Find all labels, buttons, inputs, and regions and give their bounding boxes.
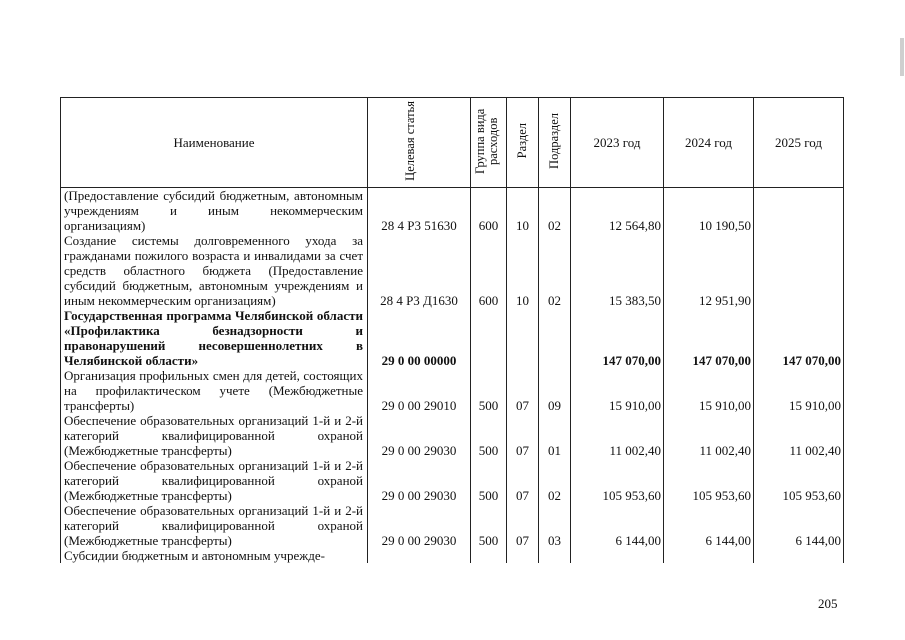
row-2025: 6 144,00 (754, 503, 844, 548)
row-name: Создание системы долговременного ухода за гражданами пожилого возраста и инвалидами за счет средств областного бюджета (Предоставление субсидий бюджетным, автономным учреждениям и иным некоммерческим организациям) (61, 233, 368, 308)
row-2023: 105 953,60 (571, 458, 664, 503)
row-2023 (571, 548, 664, 563)
row-subsection: 09 (539, 368, 571, 413)
header-2025: 2025 год (754, 98, 844, 188)
row-section: 07 (507, 413, 539, 458)
row-code (368, 548, 471, 563)
row-subsection: 02 (539, 188, 571, 234)
row-code: 28 4 Р3 51630 (368, 188, 471, 234)
row-2024: 10 190,50 (664, 188, 754, 234)
row-2023: 15 383,50 (571, 233, 664, 308)
row-2024: 11 002,40 (664, 413, 754, 458)
header-2023: 2023 год (571, 98, 664, 188)
row-section (507, 308, 539, 368)
row-2023: 147 070,00 (571, 308, 664, 368)
table-row (61, 413, 844, 458)
row-2024: 6 144,00 (664, 503, 754, 548)
row-2024 (664, 548, 754, 563)
table-row (61, 458, 844, 503)
row-code: 29 0 00 29030 (368, 503, 471, 548)
row-group: 600 (471, 233, 507, 308)
row-code: 29 0 00 00000 (368, 308, 471, 368)
header-2024: 2024 год (664, 98, 754, 188)
row-name: Обеспечение образовательных организаций 1-й и 2-й категорий квалифицированной охраной (Межбюджетные трансферты) (61, 503, 368, 548)
row-2023: 6 144,00 (571, 503, 664, 548)
row-2024: 147 070,00 (664, 308, 754, 368)
row-section: 10 (507, 233, 539, 308)
header-name: Наименование (61, 98, 368, 188)
row-2023: 12 564,80 (571, 188, 664, 234)
row-subsection: 02 (539, 458, 571, 503)
header-section: Раздел (507, 98, 539, 188)
row-code: 29 0 00 29010 (368, 368, 471, 413)
row-subsection: 01 (539, 413, 571, 458)
row-code: 29 0 00 29030 (368, 413, 471, 458)
row-section: 10 (507, 188, 539, 234)
table-row (61, 233, 844, 308)
row-name: Государственная программа Челябинской области «Профилактика безнадзорности и правонарушений несовершеннолетних в Челябинской области» (61, 308, 368, 368)
row-2025 (754, 233, 844, 308)
row-name: Организация профильных смен для детей, состоящих на профилактическом учете (Межбюджетные трансферты) (61, 368, 368, 413)
row-2024: 105 953,60 (664, 458, 754, 503)
row-code: 29 0 00 29030 (368, 458, 471, 503)
table-row (61, 368, 844, 413)
row-group (471, 308, 507, 368)
row-2023: 15 910,00 (571, 368, 664, 413)
table-row-program (61, 308, 844, 368)
row-group: 600 (471, 188, 507, 234)
header-subsection: Подраздел (539, 98, 571, 188)
page-edge-mark (900, 38, 904, 76)
header-expense-group: Группа вида расходов (471, 98, 507, 188)
row-section: 07 (507, 503, 539, 548)
row-group: 500 (471, 368, 507, 413)
row-2025: 105 953,60 (754, 458, 844, 503)
row-code: 28 4 Р3 Д1630 (368, 233, 471, 308)
row-name: Обеспечение образовательных организаций 1-й и 2-й категорий квалифицированной охраной (Межбюджетные трансферты) (61, 458, 368, 503)
row-2024: 12 951,90 (664, 233, 754, 308)
row-subsection: 03 (539, 503, 571, 548)
row-section (507, 548, 539, 563)
row-name: (Предоставление субсидий бюджетным, автономным учреждениям и иным некоммерческим организациям) (61, 188, 368, 234)
row-2025 (754, 548, 844, 563)
table-row (61, 548, 844, 563)
table-header-row (61, 98, 844, 188)
table-row (61, 188, 844, 234)
header-target-article: Целевая статья (368, 98, 471, 188)
row-2023: 11 002,40 (571, 413, 664, 458)
row-group: 500 (471, 458, 507, 503)
row-name: Обеспечение образовательных организаций 1-й и 2-й категорий квалифицированной охраной (Межбюджетные трансферты) (61, 413, 368, 458)
page-number: 205 (818, 596, 838, 611)
row-group: 500 (471, 503, 507, 548)
row-2025: 11 002,40 (754, 413, 844, 458)
row-2024: 15 910,00 (664, 368, 754, 413)
row-2025 (754, 188, 844, 234)
row-2025: 15 910,00 (754, 368, 844, 413)
table-row (61, 503, 844, 548)
row-group (471, 548, 507, 563)
row-section: 07 (507, 458, 539, 503)
row-section: 07 (507, 368, 539, 413)
row-name: Субсидии бюджетным и автономным учрежде- (61, 548, 368, 563)
row-subsection: 02 (539, 233, 571, 308)
row-2025: 147 070,00 (754, 308, 844, 368)
row-subsection (539, 308, 571, 368)
row-subsection (539, 548, 571, 563)
budget-table (60, 97, 844, 563)
row-group: 500 (471, 413, 507, 458)
